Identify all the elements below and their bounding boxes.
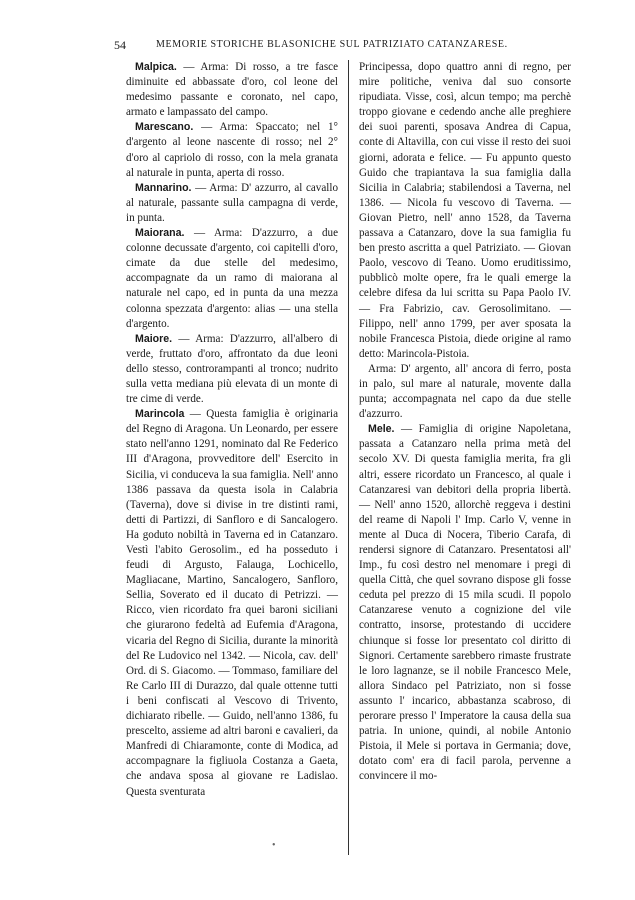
paragraph-text: Arma: D' argento, all' ancora di ferro, posta in palo, sul mare al naturale, movente dalla punta; accompagnata nel capo da due stelle d'azzurro. xyxy=(359,362,571,421)
entry-name: Malpica. xyxy=(135,61,177,73)
entry-maiorana xyxy=(126,226,338,332)
entry-name: Marescano. xyxy=(135,121,194,134)
entry-name: Maiorana. xyxy=(135,227,185,240)
running-title: MEMORIE STORICHE BLASONICHE SUL PATRIZIATO CATANZARESE. xyxy=(156,39,508,50)
entry-text: — Arma: D'azzurro, a due colonne decussate d'argento, coi capitelli d'oro, cimate da due stelle del medesimo, accompagnate da un ramo di maiorana al naturale nel capo, ed in punta da una mezza colonna spezzata d'argento: alias — una stella d'argento. xyxy=(126,227,338,330)
entry-name: Marincola xyxy=(135,408,185,421)
paragraph-marincola-continued xyxy=(359,60,571,362)
paragraph-text: Principessa, dopo quattro anni di regno, per mire politiche, veniva dal suo consorte ripudiata. Visse, così, alcun tempo; ma perchè troppo giovane e cedendo anche alle preghiere dei suoi parenti, sposava Andrea di Capua, conte di Altavilla, con cui visse il resto dei suoi giorni, adorata e felice. — Fu appunto questo Guido che trapiantava la sua famiglia dalla Sicilia in Calabria; stabilendosi a Taverna, nel 1386. — Nicola fu vescovo di Taverna. — Giovan Pietro, nell' anno 1528, da Taverna passava a Catanzaro, dove la sua famiglia fu ben presto ascritta a quel Patriziato. — Giovan Paolo, vescovo di Teano. Uomo eruditissimo, pubblicò molte opere, fra le quali emerge la celebre difesa da lui scritta su Papa Paolo IV. — Fra Fabrizio, cav. Gerosolimitano. — Filippo, nell' anno 1799, per aver sposata la nobile Francesca Pistoia, diede origine al ramo detto: Marincola-Pistoia. xyxy=(359,61,571,360)
paragraph-text: — Famiglia di origine Napoletana, passata a Catanzaro nella prima metà del secolo XV. Di questa famiglia merita, fra gli altri, essere ricordato un Francesco, al quale i Catanzaresi van debitori della propria libertà. — Nell' anno 1520, allorchè reggeva i destini del reame di Napoli l' Imp. Carlo V, venne in mente al Duca di Nocera, Tiberio Carafa, di rendersi signore di Catanzaro. Presentatosi all' Imp., fu così destro nel menomare i pregi di quella Città, che quel sovrano dispose gli fosse ceduta pel prezzo di 15 mila scudi. Il popolo Catanzarese venuto a cognizione del vile contratto, insorse, protestando di uccidere chiunque si fosse lor presentato col diritto di Signori. Certamente sarebbero rimaste frustrate le loro lagnanze, se il nobile Francesco Mele, allora Sindaco pel Patriziato, non si fosse assunto l' incarico, abbastanza scabroso, di perorare presso l' Imperatore la causa della sua patria. In unione, quindi, al nobile Antonio Pistoia, il Mele si portava in Germania; dove, dotato com' era di facil parola, pervenne a convincere il mo- xyxy=(359,423,571,783)
entry-text: — Arma: D' azzurro, al cavallo al naturale, passante sulla campagna di verde, in punta. xyxy=(126,181,338,224)
entry-maiore xyxy=(126,332,338,407)
entry-mele xyxy=(359,422,571,784)
left-column xyxy=(126,60,338,800)
entry-text: — Questa famiglia è originaria del Regno di Aragona. Un Leonardo, per essere stato nell'anno 1291, nominato dal Re Federico III d'Aragona, provveditore dell' Esercito in Sicilia, vi conduceva la sua famiglia. Nell' anno 1386 passava da questa isola in Calabria (Taverna), dove si divise in tre distinti rami, detti di Partizzi, di Sanfloro e di Sancalogero. Ha goduto nobiltà in Taverna ed in Catanzaro. Vestì l'abito Gerosolim., ed ha posseduto i feudi di Argusto, Falauga, Lochicello, Magliacane, Martino, Sancalogero, Sanfloro, Sellia, Soverato ed il ducato di Petrizzi. — Ricco, vien ricordato fra quei baroni siciliani che giurarono fedeltà ad Eufemia d'Aragona, vicaria del Regno di Sicilia, durante la minorità del Re Ludovico nel 1342. — Nicola, cav. dell' Ord. di S. Giacomo. — Tommaso, familiare del Re Carlo III di Durazzo, dal quale ottenne tutti i beni confiscati al Vescovo di Trivento, dichiarato ribelle. — Guido, nell'anno 1386, fu prescelto, assieme ad altri baroni e cavalieri, da Manfredi di Chiaramonte, conte di Modica, ad accompagnare la figliuola Costanza a Gaeta, che andava sposa al giovane re Ladislao. Questa sventurata xyxy=(126,408,338,798)
entry-text: — Arma: Spaccato; nel 1° d'argento al leone nascente di rosso; nel 2° d'oro al capriolo di rosso, con la mela granata al naturale in punta, aperta di rosso. xyxy=(126,121,338,179)
column-divider xyxy=(348,60,349,855)
entry-marescano xyxy=(126,120,338,180)
entry-text: — Arma: Di rosso, a tre fasce diminuite ed abbassate d'oro, col leone del medesimo passante e coronato, nel capo, armato e lampassato del campo. xyxy=(126,61,338,119)
footer-mark: • xyxy=(272,840,276,851)
entry-mannarino xyxy=(126,181,338,226)
entry-text: — Arma: D'azzurro, all'albero di verde, fruttato d'oro, affrontato da due leoni dello stesso, controrampanti al tronco; nudrito sulla vetta mediana più elevata di un monte di tre cime di verde. xyxy=(126,332,338,406)
page-number: 54 xyxy=(114,38,126,52)
page-header xyxy=(114,38,539,54)
entry-marincola xyxy=(126,407,338,799)
entry-name: Mele. xyxy=(368,423,395,436)
paragraph-marincola-arms xyxy=(359,362,571,422)
entry-name: Maiore. xyxy=(135,332,173,345)
entry-malpica xyxy=(126,60,338,120)
right-column xyxy=(359,60,571,785)
entry-name: Mannarino. xyxy=(135,181,192,194)
